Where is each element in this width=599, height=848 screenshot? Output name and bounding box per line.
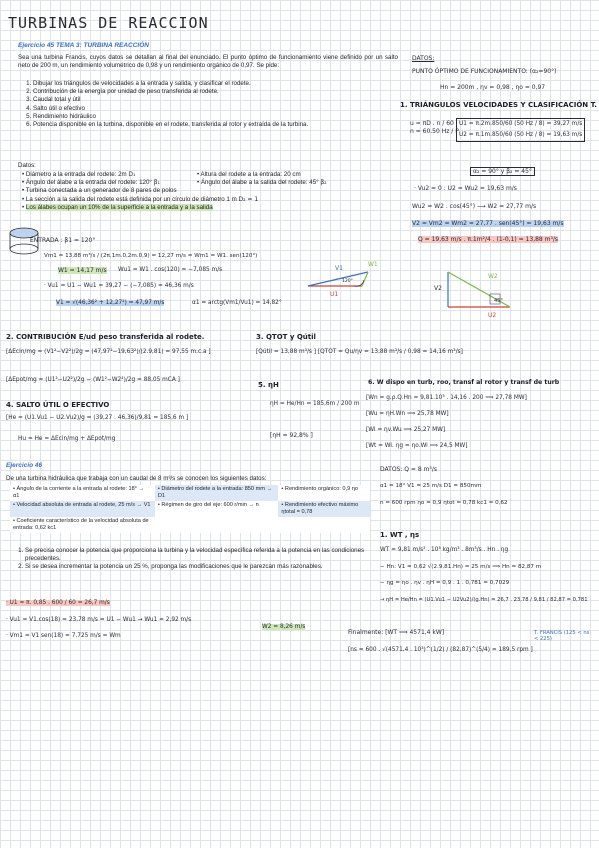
angle-label: 120°: [342, 279, 353, 284]
table-cell: • Coeficiente característico de la velocidad absoluta de entrada: 0,62 kc1: [10, 517, 155, 533]
section-5-title: 5. ηH: [258, 381, 279, 389]
vm1-46-line: · Vm1 = V1 sen(18) = 7,725 m/s = Wm: [6, 633, 121, 639]
exercise-46-statement: De una turbina hidráulica que trabaja con un caudal de 8 m³/s se conocen los siguientes datos:: [6, 475, 267, 482]
francis-tag: T. FRANCIS (125 < ns < 225): [534, 630, 590, 642]
section-3-title: 3. QTOT y Qútil: [256, 333, 316, 341]
hu-line: Hu = He = ΔEcin/mg + ΔEpot/mg: [18, 436, 116, 442]
table-cell: [278, 517, 370, 533]
vu1-46-line: · Vu1 = V1.cos(18) = 23,78 m/s = U1 − Wu1 → Wu1 = 2,92 m/s: [6, 617, 192, 623]
u2-label: U2: [488, 312, 497, 319]
table-row: [10, 501, 370, 517]
datos-note: D₂ = 1: [238, 195, 259, 203]
delta-ecin-line: [ΔEcin/mg = (V1²−V2²)/2g = (47,97²−19,63²)/(2.9,81) = 97,55 m.c.a ]: [6, 349, 211, 355]
v2-value: V2 = Vm2 = Wm2 = 27,77 . sen(45°) = 19,63 m/s: [412, 220, 564, 227]
entrada-label: ENTRADA : β1 = 120°: [30, 237, 96, 244]
cell-text: Ángulo de la corriente a la entrada al rodete: 18° → α1: [13, 486, 145, 499]
section-6-title: 6. W dispo en turb, roo, transf al rotor y transf de turb: [368, 379, 560, 386]
angles-box: α₂ = 90° y β₂ = 45°: [470, 167, 535, 176]
wi-line: [Wi = ηv.Wu ⟹ 25,27 MW]: [366, 427, 446, 433]
question-item: 6. Potencia disponible en la turbina, disponible en el rodete, transferida al rotor y extraída de la turbina.: [33, 121, 411, 129]
datos-item: Altura del rodete a la entrada: 20 cm: [200, 171, 301, 178]
question-item: 2. Contribución de la energía por unidad de peso transferida al rodete.: [33, 88, 411, 96]
outlet-velocity-triangle: [430, 262, 530, 322]
w2-46-value: W2 = 8,26 m/s: [262, 624, 306, 630]
exercise-45-statement: Sea una turbina Francis, cuyos datos se detallan al final del enunciado. El punto óptimo de funcionamiento viene definido por un salto neto de 200 m, un rendimiento volumétrico de 0,98 y un rendimiento orgánico de 0,97. Se pide:: [18, 54, 398, 70]
datos-item: Ángulo del álabe a la salida del rodete: 45°: [200, 179, 319, 187]
datos-46: DATOS: Q = 8 m³/s: [380, 466, 437, 473]
question-item: 2. Si se desea incrementar la potencia un 25 %, proponga las modificaciones que le parezcan más razonables.: [25, 563, 381, 571]
wu2-line: Wu2 = W2 . cos(45°) ⟶ W2 = 27,77 m/s: [412, 203, 537, 210]
wn-line: [Wn = g.ρ.Q.Hn = 9,81.10³ . 14,16 . 200 ⟹ 27,78 MW]: [366, 395, 527, 401]
w1-label: W1: [368, 261, 378, 268]
exercise-45-heading: Ejercicio 45 TEMA 3: TURBINA REACCIÓN: [18, 42, 149, 49]
wt-formula: WT = 9,81 m/s² . 10³ kg/m³ . 8m³/s . Hn . ηg: [380, 547, 509, 553]
v1-line: [56, 300, 164, 306]
table-row: [10, 517, 370, 533]
vu1-line: · Vu1 = U1 − Wu1 = 39,27 − (−7,085) = 46,36 m/s: [44, 283, 194, 289]
w2-label: W2: [488, 273, 498, 280]
u1-calc: U1 = π.2m.850/60 (50 Hz / 8) = 39,27 m/s: [459, 121, 583, 127]
u2-calc: U2 = π.1m.850/60 (50 Hz / 8) = 19,63 m/s: [459, 132, 583, 138]
peripheral-speeds-box: [456, 118, 585, 142]
flows-line: [Qútil = 13,88 m³/s ] [QTOT = Qu/ηv = 13,88 m³/s / 0,98 = 14,16 m³/s]: [256, 349, 463, 355]
u1-46-line: [6, 600, 110, 606]
v1-value: V1 = √(46,36² + 12,27²) = 47,97 m/s: [56, 300, 165, 306]
delta-epot-line: [ΔEpot/mg = (U1²−U2²)/2g − (W1²−W2²)/2g = 88,05 mCA ]: [6, 377, 180, 383]
alpha1-line: α1 = arctg(Vm1/Vu1) = 14,82°: [192, 300, 282, 306]
section-2-title: 2. CONTRIBUCIÓN E/ud peso transferida al rodete.: [6, 333, 205, 341]
v1-label: V1: [335, 265, 343, 272]
datos-46-line1: α1 = 18° V1 = 25 m/s D1 = 850mm: [380, 483, 482, 489]
v2-label: V2: [434, 285, 442, 292]
cell-text: Velocidad absoluta de entrada al rodete, 25 m/s → V1: [16, 502, 151, 508]
right-datos-label: DATOS:: [412, 55, 435, 62]
punto-optimo: PUNTO ÓPTIMO DE FUNCIONAMIENTO: (α₂=90°): [412, 68, 557, 75]
cell-text: Rendimiento orgánico: 0,9 ηo: [284, 486, 358, 492]
table-cell: [155, 517, 279, 533]
table-cell: • Velocidad absoluta de entrada al rodete, 25 m/s → V1: [10, 501, 155, 517]
w1-line: [58, 267, 107, 274]
u1-label: U1: [330, 291, 339, 298]
datos-note: β₂: [320, 179, 327, 187]
exercise-46-heading: Ejercicio 46: [6, 462, 43, 469]
table-cell: • Ángulo de la corriente a la entrada al rodete: 18° → α1: [10, 485, 155, 501]
u1-46-value: · U1 = π. 0,85 . 600 / 60 = 26,7 m/s: [6, 600, 110, 606]
datos-note: D₁: [128, 171, 136, 178]
table-cell: • Rendimiento efectivo máximo ηtotal = 0,78: [278, 501, 370, 517]
given-values: Hn = 200m , ηv = 0,98 , ηo = 0,97: [440, 84, 546, 91]
eta-h-result: [ηH = 92,8% ]: [270, 432, 313, 439]
datos-item: La sección a la salida del rodete está definida por un círculo de diámetro 1 m: [25, 195, 237, 203]
datos-item: Turbina conectada a un generador de 8 pares de polos: [25, 187, 177, 195]
section-46-1-title: 1. WT , ηs: [380, 531, 420, 539]
w1-value: W1 = 14,17 m/s: [58, 267, 107, 274]
datos-item: Ángulo del álabe a la entrada del rodete: 120°: [25, 179, 152, 187]
inlet-velocity-triangle: [300, 250, 380, 305]
exercise-46-questions: [10, 547, 381, 572]
table-cell: • Rendimiento orgánico: 0,9 ηo: [278, 485, 370, 501]
final-wt: Finalmente: [WT ⟹ 4571,4 kW]: [348, 629, 445, 636]
table-cell: • Régimen de giro del eje: 600 r/min → n: [155, 501, 279, 517]
cell-text: Diámetro del rodete a la entrada: 850 mm → D1: [157, 486, 273, 499]
datos-note: β₁: [153, 179, 160, 187]
rotation-text: n = 60.50 Hz / P: [410, 128, 459, 135]
ng-line: − ηg = ηo . ηv . ηH = 0,9 . 1 . 0,781 = 0,7029: [380, 580, 510, 586]
datos-item: Diámetro a la entrada del rodete: 2m: [25, 171, 127, 178]
cell-text: Rendimiento efectivo máximo ηtotal = 0,78: [281, 502, 359, 515]
exercise-46-data-table: [10, 485, 370, 533]
exercise-45-questions: [18, 80, 411, 129]
datos-item: Los álabes ocupan un 10% de la superficie a la entrada y a la salida: [25, 203, 213, 211]
vu2-line: · Vu2 = 0 : U2 = Wu2 = 19,63 m/s: [414, 185, 517, 192]
vm1-line: Vm1 = 13,88 m³/s / (2π.1m.0,2m.0,9) = 12,27 m/s = Wm1 = W1. sen(120°): [44, 253, 258, 259]
rotation-note: [410, 120, 459, 136]
question-item: 1. Se precisa conocer la potencia que proporciona la turbina y la velocidad específica referida a la potencia en las condiciones precedentes.: [25, 547, 381, 563]
cell-text: Régimen de giro del eje: 600 r/min → n: [161, 502, 259, 508]
section-4-title: 4. SALTO ÚTIL O EFECTIVO: [6, 401, 110, 409]
table-cell: • Diámetro del rodete a la entrada: 850 mm → D1: [155, 485, 279, 501]
eta-h-line: ηH = He/Hn = 185,6m / 200 m: [270, 401, 360, 407]
question-item: 4. Salto útil o efectivo: [33, 105, 411, 113]
question-item: 1. Dibujar los triángulos de velocidades a la entrada y salida, y clasificar el rodete.: [33, 80, 411, 88]
question-item: 3. Caudal total y útil: [33, 96, 411, 104]
he-line: [He = (U1.Vu1 − U2.Vu2)/g = (39,27 . 46,36)/9,81 = 185,6 m ]: [6, 415, 189, 421]
datos-label: Datos:: [18, 162, 36, 169]
flow-line: [418, 236, 558, 243]
section-1-title: 1. TRIÁNGULOS VELOCIDADES Y CLASIFICACIÓN T.: [400, 101, 597, 109]
wu-line: [Wu = ηH.Wn ⟹ 25,78 MW]: [366, 411, 449, 417]
table-row: [10, 485, 370, 501]
v2-line: [412, 220, 564, 227]
question-item: 5. Rendimiento hidráulico: [33, 113, 411, 121]
datos-list: • Diámetro a la entrada del rodete: 2m D₁ • Altura del rodete a la entrada: 20 cm • Ángulo del álabe a la entrada del rodete: 120° β₁ • Ángulo del álabe a la salida del rodete: 45° β₂ • Turbina conectada a un generador de 8 pares de polos • La sección a la salida del rodete está definida por un círculo de diámetro 1 m D₂ = 1 • Los álabes ocupan un 10% de la superficie a la entrada y a la salida: [22, 171, 327, 211]
wu1-line: Wu1 = W1 . cos(120) = −7,085 m/s: [118, 267, 223, 273]
cell-text: Coeficiente característico de la velocidad absoluta de entrada: 0,62 kc1: [13, 518, 149, 531]
flow-value: Q = 19,63 m/s . π.1m²/4 . (1-0,1) = 13,88 m³/s: [418, 236, 559, 243]
angle-label: 45°: [494, 298, 503, 304]
nh-line: → ηH = He/Hn = (U1.Vu1 − U2Vu2)/(g.Hn) = 26,7 . 23,78 / 9,81 / 82,87 = 0,781: [380, 597, 588, 603]
final-ns: [ns = 600 . √(4571,4 . 10³)^(1/2) / (82,87)^(5/4) = 189,5 rpm ]: [348, 647, 533, 653]
runner-sketch: [6, 225, 42, 265]
hn-line: − Hn: V1 = 0,62 √(2.9,81.Hn) = 25 m/s ⟹ Hn = 82,87 m: [380, 564, 542, 570]
wt-line: [Wt = Wi. ηg = ηo.Wi ⟹ 24,5 MW]: [366, 443, 468, 449]
rotation-text: u = πD . n / 60: [410, 120, 454, 127]
datos-46-line2: n = 600 rpm ηo = 0,9 ηtot = 0,78 kc1 = 0,62: [380, 500, 508, 506]
w2-46-line: [262, 624, 305, 630]
page-title: TURBINAS DE REACCION: [8, 14, 209, 32]
